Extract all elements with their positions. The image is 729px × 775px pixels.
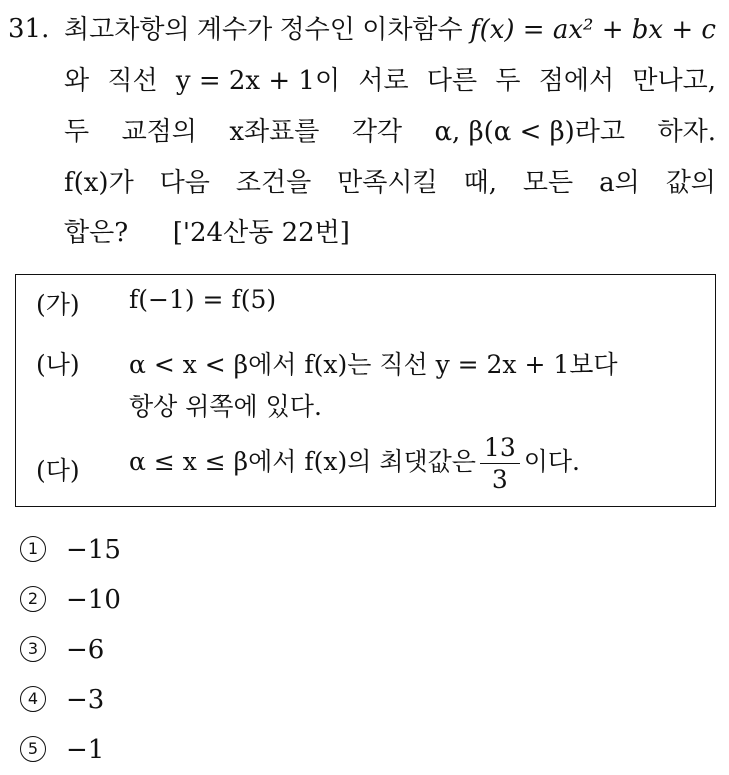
word: 하자. <box>657 117 716 147</box>
choice-value: −3 <box>66 685 105 715</box>
source-tag: ['24산동 22번] <box>172 218 350 248</box>
word: f(x)가 <box>64 168 134 198</box>
word: x좌표를 <box>229 117 320 147</box>
word: 다른 <box>426 66 478 96</box>
choice-number-icon: 5 <box>20 736 46 762</box>
choice-5[interactable] <box>20 730 104 770</box>
fraction-numerator: 13 <box>480 435 520 464</box>
choice-2[interactable] <box>20 580 121 620</box>
choice-value: −6 <box>66 635 105 665</box>
question-text: 합은? <box>64 218 129 248</box>
word: 조건을 <box>235 168 312 198</box>
condition-text: f(−1) = f(5) <box>129 285 277 314</box>
word: 각각 <box>351 117 403 147</box>
word: 이차함수 <box>362 15 463 45</box>
choice-value: −15 <box>66 535 121 565</box>
choice-number-icon: 3 <box>20 636 46 662</box>
word: 다음 <box>159 168 210 198</box>
condition-text <box>129 435 580 492</box>
word: 만족시킬 <box>337 168 438 198</box>
word: 점에서 <box>538 66 615 96</box>
problem-line-2 <box>64 61 716 101</box>
choice-number-icon: 1 <box>20 536 46 562</box>
word: 두 <box>495 66 521 96</box>
word: 만나고, <box>632 66 716 96</box>
word: 때, <box>463 168 497 198</box>
word: 두 <box>64 117 90 147</box>
word: 계수가 <box>196 15 273 45</box>
word: 와 <box>64 66 90 96</box>
problem-line-5 <box>64 213 716 253</box>
word: a의 <box>599 168 640 198</box>
problem-line-4 <box>64 163 716 203</box>
condition-text-end: 이다. <box>523 447 580 476</box>
alpha-beta-expression: α, β(α < β)라고 <box>434 117 626 147</box>
choice-3[interactable] <box>20 630 104 670</box>
word: 값의 <box>665 168 716 198</box>
problem-line-1 <box>64 10 716 50</box>
word: 교점의 <box>121 117 197 147</box>
word: 정수인 <box>279 15 355 45</box>
problem-line-3 <box>64 112 716 152</box>
choice-value: −10 <box>66 585 121 615</box>
choice-number-icon: 2 <box>20 586 46 612</box>
word: 서로 <box>358 66 409 96</box>
word: 직선 <box>107 66 158 96</box>
problem-number: 31. <box>8 14 50 44</box>
choice-value: −1 <box>66 735 105 765</box>
word: 최고차항의 <box>64 15 190 45</box>
condition-label: (나) <box>36 350 80 379</box>
condition-label: (가) <box>36 290 80 319</box>
choice-1[interactable] <box>20 530 121 570</box>
choice-4[interactable] <box>20 680 104 720</box>
word: 모든 <box>522 168 574 198</box>
condition-text: α < x < β에서 f(x)는 직선 y = 2x + 1보다 <box>129 350 618 379</box>
condition-text-continued: 항상 위쪽에 있다. <box>129 392 322 421</box>
function-expression: f(x) = ax² + bx + c <box>469 15 716 45</box>
choice-number-icon: 4 <box>20 686 46 712</box>
line-expression: y = 2x + 1이 <box>175 66 341 96</box>
conditions-box <box>15 274 716 507</box>
fraction-denominator: 3 <box>491 465 508 494</box>
condition-label: (다) <box>36 456 80 485</box>
condition-text-main: α ≤ x ≤ β에서 f(x)의 최댓값은 <box>129 447 476 476</box>
fraction <box>480 435 520 492</box>
